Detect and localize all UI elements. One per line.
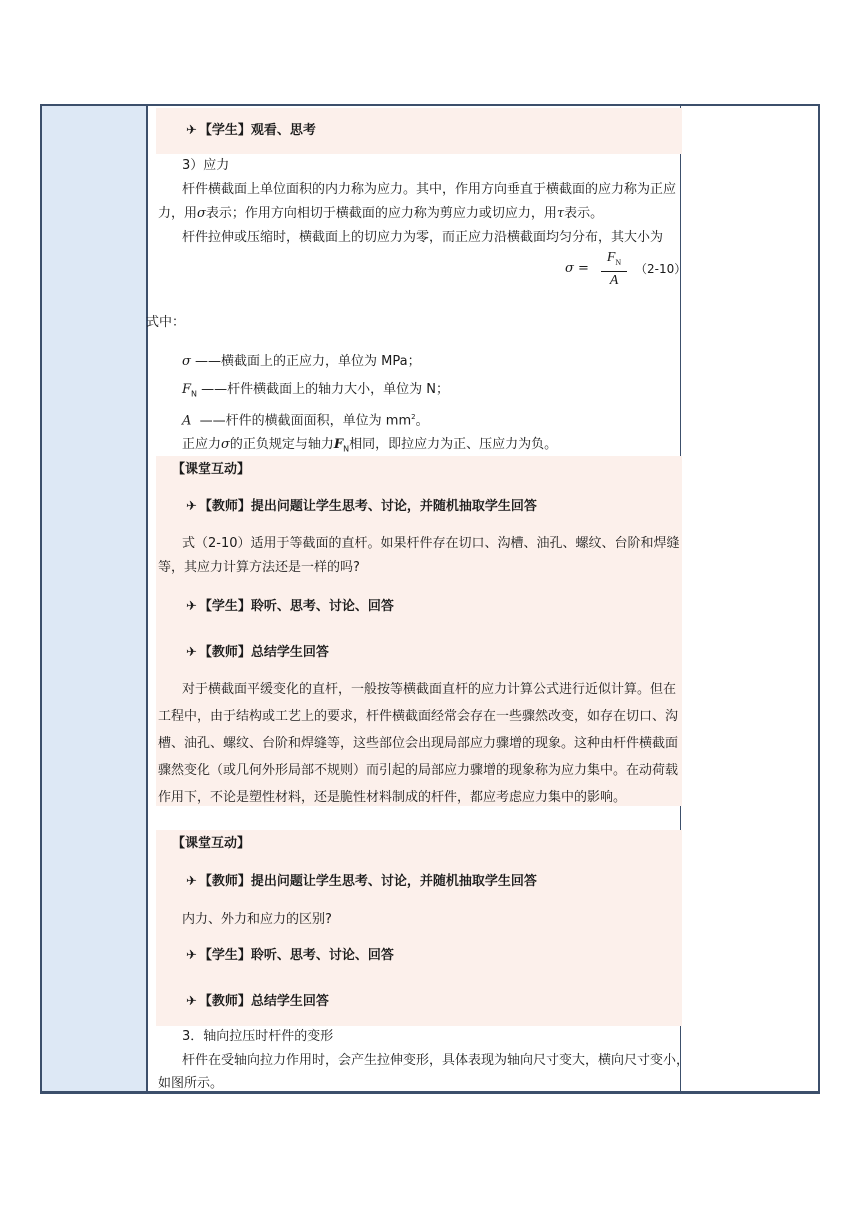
student-line-1: ✈ 【学生】观看、思考 [186, 123, 316, 138]
definition-sigma: σ ——横截面上的正应力，单位为 MPa； [182, 354, 421, 369]
summary-paragraph-line: 工程中，由于结构或工艺上的要求，杆件横截面经常会存在一些骤然改变，如存在切口、沟 [158, 709, 679, 724]
summary-paragraph-line: 作用下，不论是塑性材料，还是脆性材料制成的杆件，都应考虑应力集中的影响。 [158, 790, 627, 805]
paragraph-line: 杆件在受轴向拉力作用时，会产生拉伸变形，具体表现为轴向尺寸变大，横向尺寸变小， [182, 1053, 690, 1068]
content-column [146, 106, 690, 1092]
question-text: 式（2-10）适用于等截面的直杆。如果杆件存在切口、沟槽、油孔、螺纹、台阶和焊缝 [182, 536, 680, 551]
formula-lhs: σ = [565, 261, 589, 276]
paragraph-line: 力，用σ表示；作用方向相切于横截面的应力称为剪应力或切应力，用τ表示。 [158, 206, 604, 221]
airplane-icon: ✈ [186, 645, 197, 660]
subheading-stress: 3）应力 [182, 158, 230, 173]
teacher-question-line: ✈ 【教师】提出问题让学生思考、讨论，并随机抽取学生回答 [186, 874, 537, 889]
right-column [680, 106, 818, 1092]
summary-paragraph-line: 对于横截面平缓变化的直杆，一般按等横截面直杆的应力计算公式进行近似计算。但在 [182, 682, 677, 697]
teacher-summary-line: ✈ 【教师】总结学生回答 [186, 645, 329, 660]
definition-fn: $F_N$ ——杆件横截面上的轴力大小，单位为 N； [182, 382, 450, 399]
student-answer-line: ✈ 【学生】聆听、思考、讨论、回答 [186, 948, 394, 963]
sign-convention-line: 正应力σ的正负规定与轴力$F_N$相同，即拉应力为正、压应力为负。 [182, 437, 558, 454]
left-column [42, 106, 148, 1092]
formula-denominator: A [609, 272, 619, 288]
formula-2-10 [565, 250, 685, 290]
classroom-interaction-heading: 【课堂互动】 [172, 836, 251, 851]
teacher-question-line: ✈ 【教师】提出问题让学生思考、讨论，并随机抽取学生回答 [186, 499, 537, 514]
paragraph-line: 如图所示。 [158, 1076, 224, 1091]
where-label: 式中： [146, 315, 186, 330]
paragraph-line: 杆件横截面上单位面积的内力称为应力。其中，作用方向垂直于横截面的应力称为正应 [182, 182, 677, 197]
student-answer-line: ✈ 【学生】聆听、思考、讨论、回答 [186, 599, 394, 614]
airplane-icon: ✈ [186, 599, 197, 614]
airplane-icon: ✈ [186, 948, 197, 963]
question-text: 内力、外力和应力的区别? [182, 912, 332, 927]
definition-area: A ——杆件的横截面面积，单位为 $mm^2$。 [182, 413, 429, 429]
section-heading-deformation: 3．轴向拉压时杆件的变形 [182, 1029, 334, 1044]
airplane-icon: ✈ [186, 994, 197, 1009]
question-text: 等，其应力计算方法还是一样的吗? [158, 560, 360, 575]
summary-paragraph-line: 槽、油孔、螺纹、台阶和焊缝等，这些部位会出现局部应力骤增的现象。这种由杆件横截面 [158, 736, 679, 751]
airplane-icon: ✈ [186, 499, 197, 514]
summary-paragraph-line: 骤然变化（或几何外形局部不规则）而引起的局部应力骤增的现象称为应力集中。在动荷载 [158, 763, 679, 778]
classroom-interaction-heading: 【课堂互动】 [172, 462, 251, 477]
formula-fraction [601, 250, 627, 290]
teacher-summary-line: ✈ 【教师】总结学生回答 [186, 994, 329, 1009]
airplane-icon: ✈ [186, 874, 197, 889]
paragraph-line: 杆件拉伸或压缩时，横截面上的切应力为零，而正应力沿横截面均匀分布，其大小为 [182, 230, 664, 245]
formula-number: （2-10） [635, 262, 687, 276]
lesson-table [40, 104, 820, 1094]
formula-numerator: $F_N$ [601, 250, 627, 272]
airplane-icon: ✈ [186, 123, 197, 138]
